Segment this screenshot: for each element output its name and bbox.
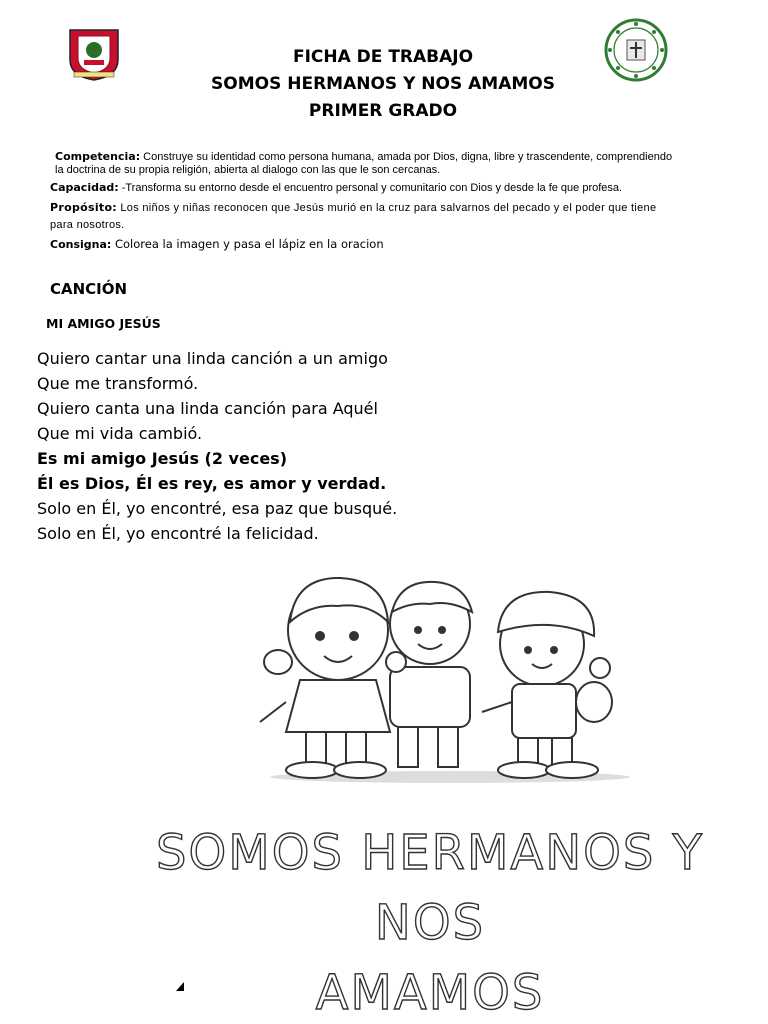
proposito-text: Los niños y niñas reconocen que Jesús murió en la cruz para salvarnos del pecado y el poder que tiene para nosotros. — [50, 202, 657, 231]
children-coloring-illustration — [250, 572, 634, 786]
song-lyrics — [37, 346, 477, 546]
capacidad-paragraph — [50, 181, 680, 195]
tracing-line-2: AMAMOS — [315, 965, 545, 1021]
consigna-text: Colorea la imagen y pasa el lápiz en la oracion — [111, 237, 384, 251]
song-heading: CANCIÓN — [50, 280, 128, 298]
tracing-phrase — [150, 818, 710, 1024]
competencia-paragraph — [50, 150, 680, 177]
competencia-label: Competencia: — [55, 150, 141, 163]
lyric-line-bold: Es mi amigo Jesús (2 veces) — [37, 449, 287, 468]
song-title: MI AMIGO JESÚS — [46, 316, 161, 331]
lyric-line: Que mi vida cambió. — [37, 424, 203, 443]
header-title: FICHA DE TRABAJO — [292, 47, 474, 67]
header-topic: SOMOS HERMANOS Y NOS AMAMOS — [211, 74, 555, 94]
lyric-line: Que me transformó. — [37, 374, 199, 393]
lyric-line: Solo en Él, yo encontré la felicidad. — [37, 524, 319, 543]
lyric-line: Quiero cantar una linda canción a un amigo — [37, 349, 388, 368]
lyric-line: Quiero canta una linda canción para Aquél — [37, 399, 378, 418]
worksheet-header — [150, 44, 616, 125]
consigna-label: Consigna: — [50, 238, 112, 251]
competencia-text: Construye su identidad como persona humana, amada por Dios, digna, libre y trascendente, comprendiendo la doctrina de su propia religión, abierta al dialogo con las que le son cercanas. — [55, 151, 673, 176]
school-logo-left — [66, 26, 122, 82]
lyric-line-bold: Él es Dios, Él es rey, es amor y verdad. — [37, 474, 387, 493]
lesson-info — [50, 150, 680, 255]
tracing-line-1: SOMOS HERMANOS Y NOS — [156, 825, 704, 951]
consigna-paragraph — [50, 238, 680, 251]
corner-mark-icon — [176, 982, 184, 991]
proposito-label: Propósito: — [50, 201, 118, 214]
lyric-line: Solo en Él, yo encontré, esa paz que busqué. — [37, 499, 398, 518]
capacidad-label: Capacidad: — [50, 181, 119, 194]
capacidad-text: -Transforma su entorno desde el encuentro personal y comunitario con Dios y desde la fe que profesa. — [118, 182, 623, 194]
proposito-paragraph — [50, 199, 680, 234]
header-grade: PRIMER GRADO — [308, 101, 458, 121]
